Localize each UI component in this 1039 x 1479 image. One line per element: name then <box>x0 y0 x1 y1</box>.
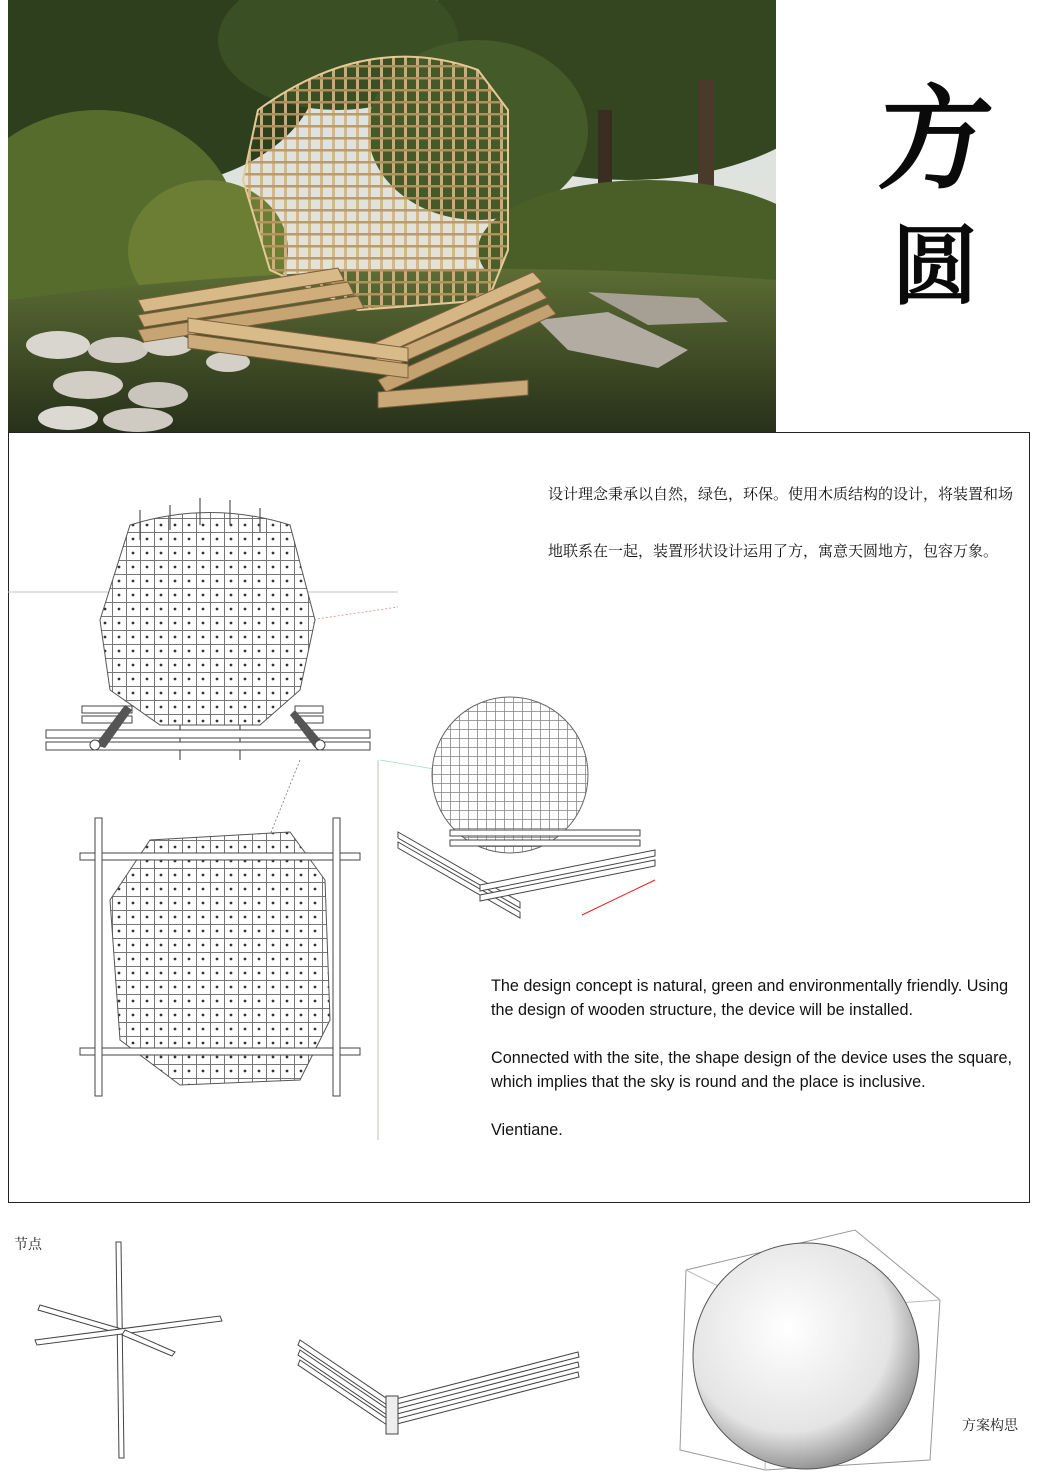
title-char-round: 圆 <box>892 216 978 317</box>
description-english-para-3: Vientiane. <box>491 1121 563 1139</box>
description-english-para-1: The design concept is natural, green and environmentally friendly. Using the design of wooden structure, the device will be installed. <box>491 977 1009 1019</box>
joint-detail-cross <box>35 1242 222 1458</box>
description-english <box>491 974 1021 1166</box>
joint-detail-corner <box>298 1340 579 1434</box>
plan-view <box>80 760 378 1140</box>
elevation-view <box>8 498 398 760</box>
label-concept: 方案构思 <box>962 1418 1018 1434</box>
description-chinese: 设计理念秉承以自然，绿色，环保。使用木质结构的设计，将装置和场地联系在一起，装置形状设计运用了方，寓意天圆地方，包容万象。 <box>548 485 1014 560</box>
description-english-para-2: Connected with the site, the shape design of the device uses the square, which implies that the sky is round and the place is inclusive. <box>491 1049 1013 1091</box>
label-nodes: 节点 <box>14 1237 42 1253</box>
concept-sphere-cube <box>680 1230 940 1470</box>
title-char-square: 方 <box>872 74 998 205</box>
axonometric-view <box>380 697 655 918</box>
